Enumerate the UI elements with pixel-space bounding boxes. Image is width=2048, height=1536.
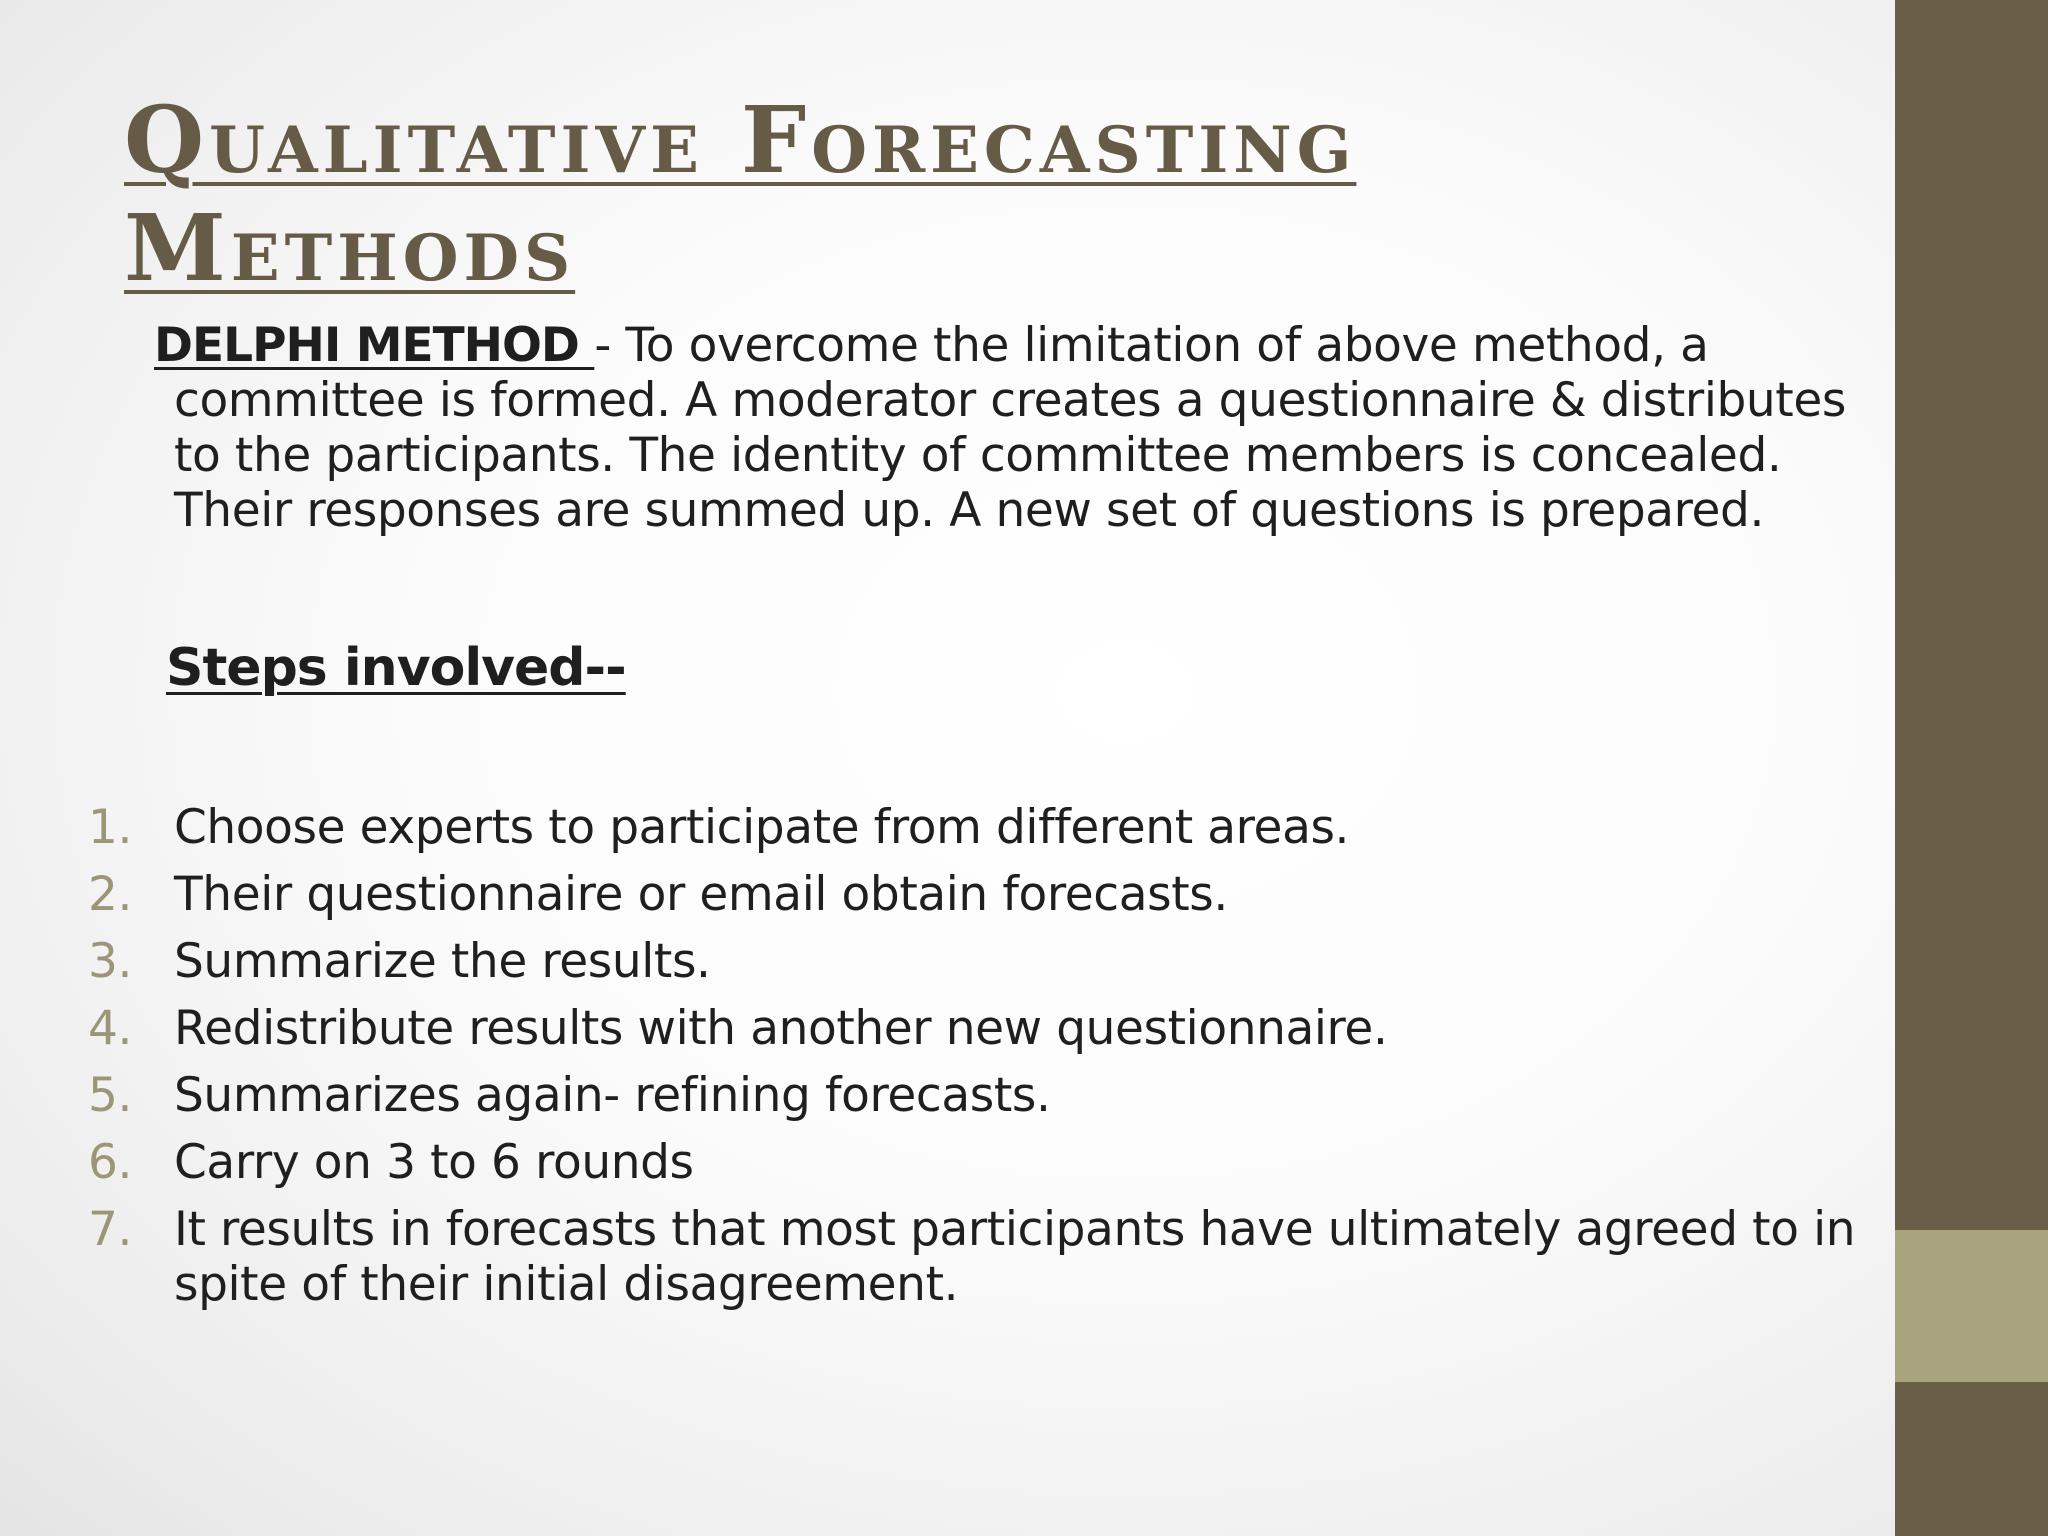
- step-text: Carry on 3 to 6 rounds: [174, 1135, 694, 1190]
- delphi-method-term: DELPHI METHOD: [154, 318, 595, 373]
- slide-title: Qualitative Forecasting Methods: [124, 86, 1357, 302]
- step-item: [88, 867, 1878, 936]
- step-text: Their questionnaire or email obtain forecasts.: [174, 867, 1228, 922]
- step-text: Choose experts to participate from different areas.: [174, 800, 1350, 855]
- step-item: [88, 1202, 1878, 1312]
- step-number: 7.: [88, 1202, 133, 1257]
- step-number: 1.: [88, 800, 133, 855]
- steps-heading: Steps involved--: [166, 638, 626, 698]
- step-number: 5.: [88, 1068, 133, 1123]
- step-number: 4.: [88, 1001, 133, 1056]
- step-number: 6.: [88, 1135, 133, 1190]
- step-number: 3.: [88, 934, 133, 989]
- step-text: Summarizes again- refining forecasts.: [174, 1068, 1051, 1123]
- steps-list: [88, 800, 1878, 1310]
- step-item: [88, 800, 1878, 869]
- step-text: Summarize the results.: [174, 934, 711, 989]
- step-item: [88, 1135, 1878, 1204]
- step-item: [88, 1001, 1878, 1070]
- step-text: Redistribute results with another new questionnaire.: [174, 1001, 1388, 1056]
- step-item: [88, 1068, 1878, 1137]
- step-number: 2.: [88, 867, 133, 922]
- step-text: It results in forecasts that most participants have ultimately agreed to in spite of their initial disagreement.: [174, 1202, 1856, 1312]
- delphi-paragraph: [154, 318, 1874, 538]
- step-item: [88, 934, 1878, 1003]
- delphi-description: - To overcome the limitation of above method, a committee is formed. A moderator creates a questionnaire & distributes to the participants. The identity of committee members is concealed. Their responses are summed up. A new set of questions is prepared.: [174, 318, 1846, 538]
- side-bar-accent-block: [1895, 1230, 2048, 1382]
